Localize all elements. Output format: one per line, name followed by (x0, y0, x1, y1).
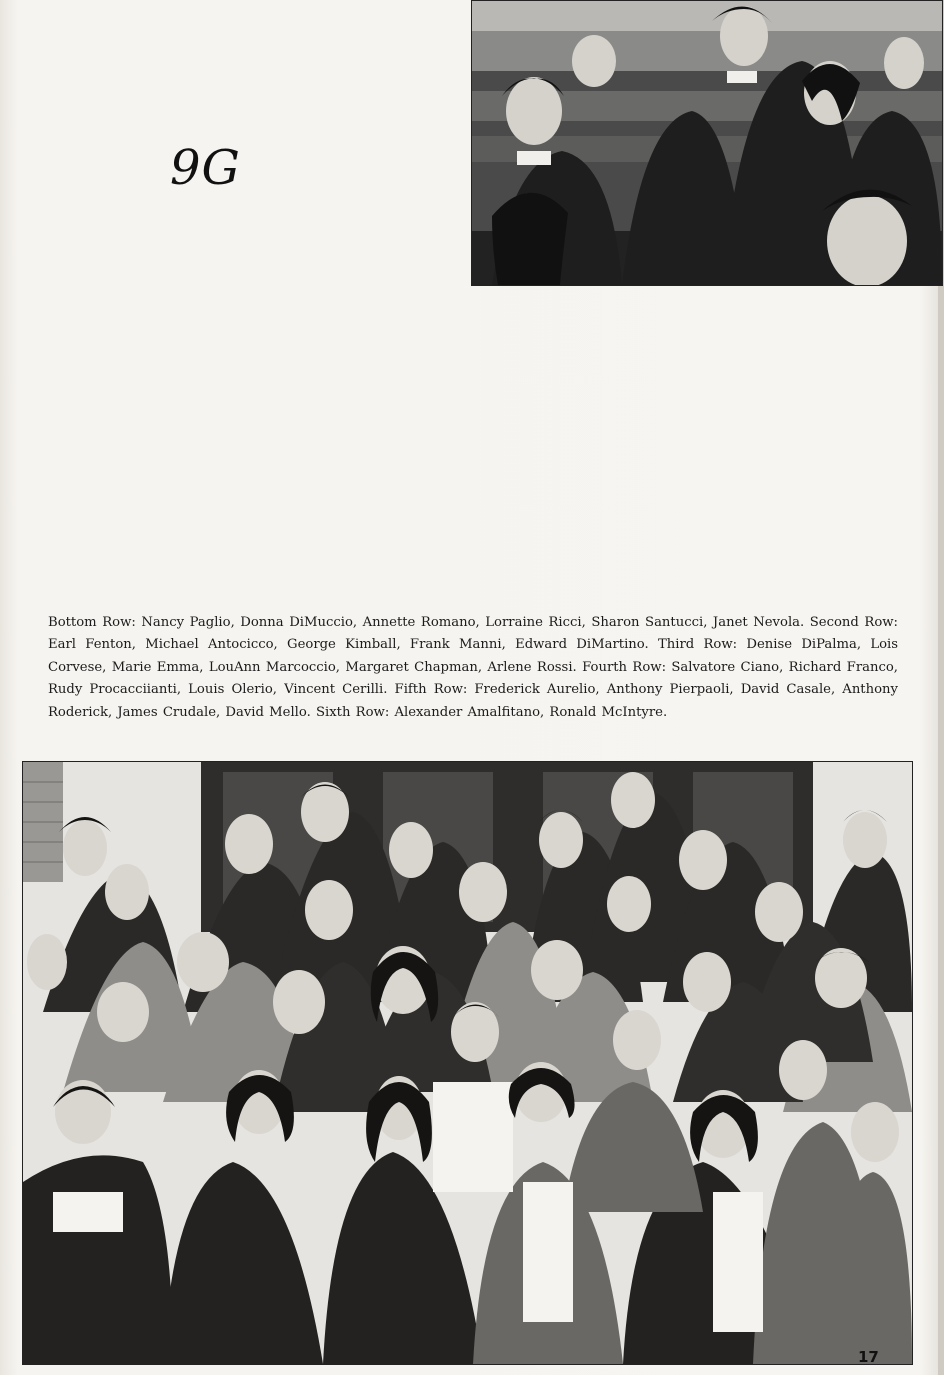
class-group-photo-illustration (23, 762, 912, 1364)
class-group-photo (22, 761, 913, 1365)
class-roster-caption: Bottom Row: Nancy Paglio, Donna DiMuccio, Annette Romano, Lorraine Ricci, Sharon Santucci, Janet Nevola. Second Row: Earl Fenton, Michael Antocicco, George Kimball, Frank Manni, Edward DiMartino. Third Row: Denise DiPalma, Lois Corvese, Marie Emma, LouAnn Marcoccio, Margaret Chapman, Arlene Rossi. Fourth Row: Salvatore Ciano, Richard Franco, Rudy Procacciianti, Louis Olerio, Vincent Cerilli. Fifth Row: Frederick Aurelio, Anthony Pierpaoli, David Casale, Anthony Roderick, James Crudale, David Mello. Sixth Row: Alexander Amalfitano, Ronald McIntyre. (48, 615, 898, 720)
page-number: 17 (858, 1348, 879, 1366)
auditorium-photo-illustration (472, 1, 942, 285)
homeroom-label: 9G (170, 140, 241, 196)
auditorium-photo (471, 0, 943, 286)
